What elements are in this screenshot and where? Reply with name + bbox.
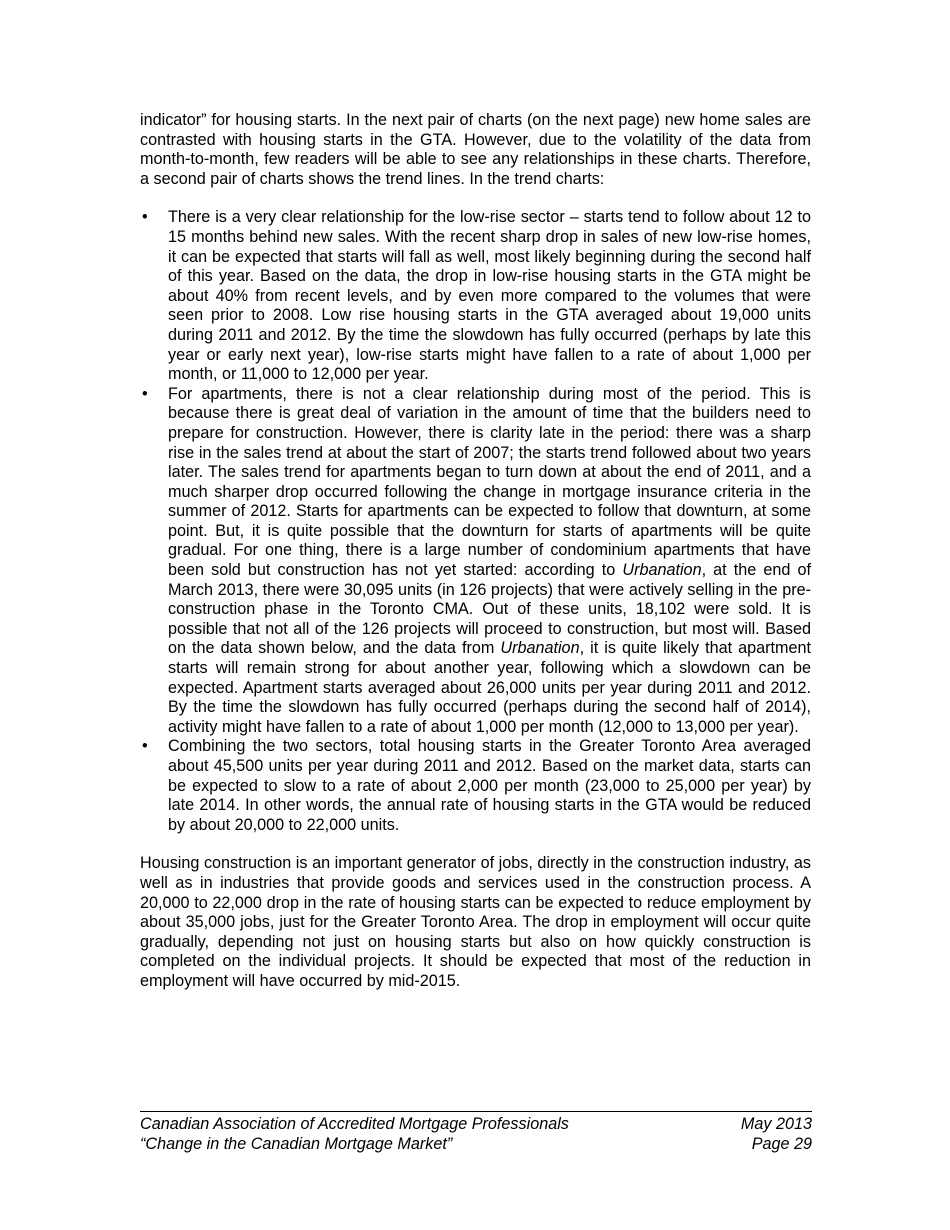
bullet-text: , at the end of March 2013, there were 30,095 units (in 126 projects) that were actively selling in the pre-construction phase in the Toronto CMA. Out of these units, 18,102 were sold. It is possible that not all of the 126 projects will proceed to construction, but most will. Based on the data shown below, and the data from	[168, 561, 811, 658]
bullet-item-apartments	[140, 385, 811, 738]
bullet-list	[140, 208, 811, 835]
bullet-text: , it is quite likely that apartment starts will remain strong for about another year, following which a slowdown can be expected. Apartment starts averaged about 26,000 units per year during 2011 and 2012. By the time the slowdown has fully occurred (perhaps during the second half of 2014), activity might have fallen to a rate of about 1,000 per month (12,000 to 13,000 per year).	[168, 639, 812, 736]
bullet-item-low-rise	[140, 208, 811, 384]
document-body	[140, 111, 811, 992]
bullet-icon: •	[142, 737, 148, 756]
footer-date: May 2013	[740, 1115, 812, 1133]
bullet-text: There is a very clear relationship for the low-rise sector – starts tend to follow about 12 to 15 months behind new sales. With the recent sharp drop in sales of new low-rise homes, it can be expected that starts will fall as well, most likely beginning during the second half of this year. Based on the data, the drop in low-rise housing starts in the GTA might be about 40% from recent levels, and by even more compared to the volumes that were seen prior to 2008. Low rise housing starts in the GTA averaged about 19,000 units during 2011 and 2012. By the time the slowdown has fully occurred (perhaps by late this year or early next year), low-rise starts might have fallen to a rate of about 1,000 per month, or 11,000 to 12,000 per year.	[168, 208, 811, 384]
bullet-text: For apartments, there is not a clear relationship during most of the period. This is because there is great deal of variation in the amount of time that the builders need to prepare for construction. However, there is clarity late in the period: there was a sharp rise in the sales trend at about the start of 2007; the starts trend followed about two years later. The sales trend for apartments began to turn down at about the end of 2011, and a much sharper drop occurred following the change in mortgage insurance criteria in the summer of 2012. Starts for apartments can be expected to follow that downturn, at some point. But, it is quite possible that the downturn for starts of apartments will be quite gradual. For one thing, there is a large number of condominium apartments that have been sold but construction has not yet started: according to	[168, 384, 811, 580]
bullet-text: Combining the two sectors, total housing starts in the Greater Toronto Area averaged about 45,500 units per year during 2011 and 2012. Based on the market data, starts can be expected to slow to a rate of about 2,000 per month (23,000 to 25,000 per year) by late 2014. In other words, the annual rate of housing starts in the GTA would be reduced by about 20,000 to 22,000 units.	[168, 737, 811, 834]
italic-source: Urbanation	[500, 639, 580, 658]
footer-page-number: Page 29	[751, 1135, 812, 1153]
bullet-icon: •	[142, 384, 148, 403]
footer-organization: Canadian Association of Accredited Mortgage Professionals	[140, 1115, 569, 1133]
closing-paragraph: Housing construction is an important generator of jobs, directly in the construction industry, as well as in industries that provide goods and services used in the construction process. A 20,000 to 22,000 drop in the rate of housing starts can be expected to reduce employment by about 35,000 jobs, just for the Greater Toronto Area. The drop in employment will occur quite gradually, depending not just on housing starts but also on how quickly construction is completed on the individual projects. It should be expected that most of the reduction in employment will have occurred by mid-2015.	[140, 854, 811, 990]
bullet-item-combined	[140, 737, 811, 835]
intro-paragraph: indicator” for housing starts. In the next pair of charts (on the next page) new home sales are contrasted with housing starts in the GTA. However, due to the volatility of the data from month-to-month, few readers will be able to see any relationships in these charts. Therefore, a second pair of charts shows the trend lines. In the trend charts:	[140, 111, 811, 188]
footer-report-title: “Change in the Canadian Mortgage Market”	[140, 1135, 453, 1153]
bullet-icon: •	[142, 208, 148, 227]
italic-source: Urbanation	[622, 561, 702, 580]
page-footer	[140, 1111, 812, 1154]
